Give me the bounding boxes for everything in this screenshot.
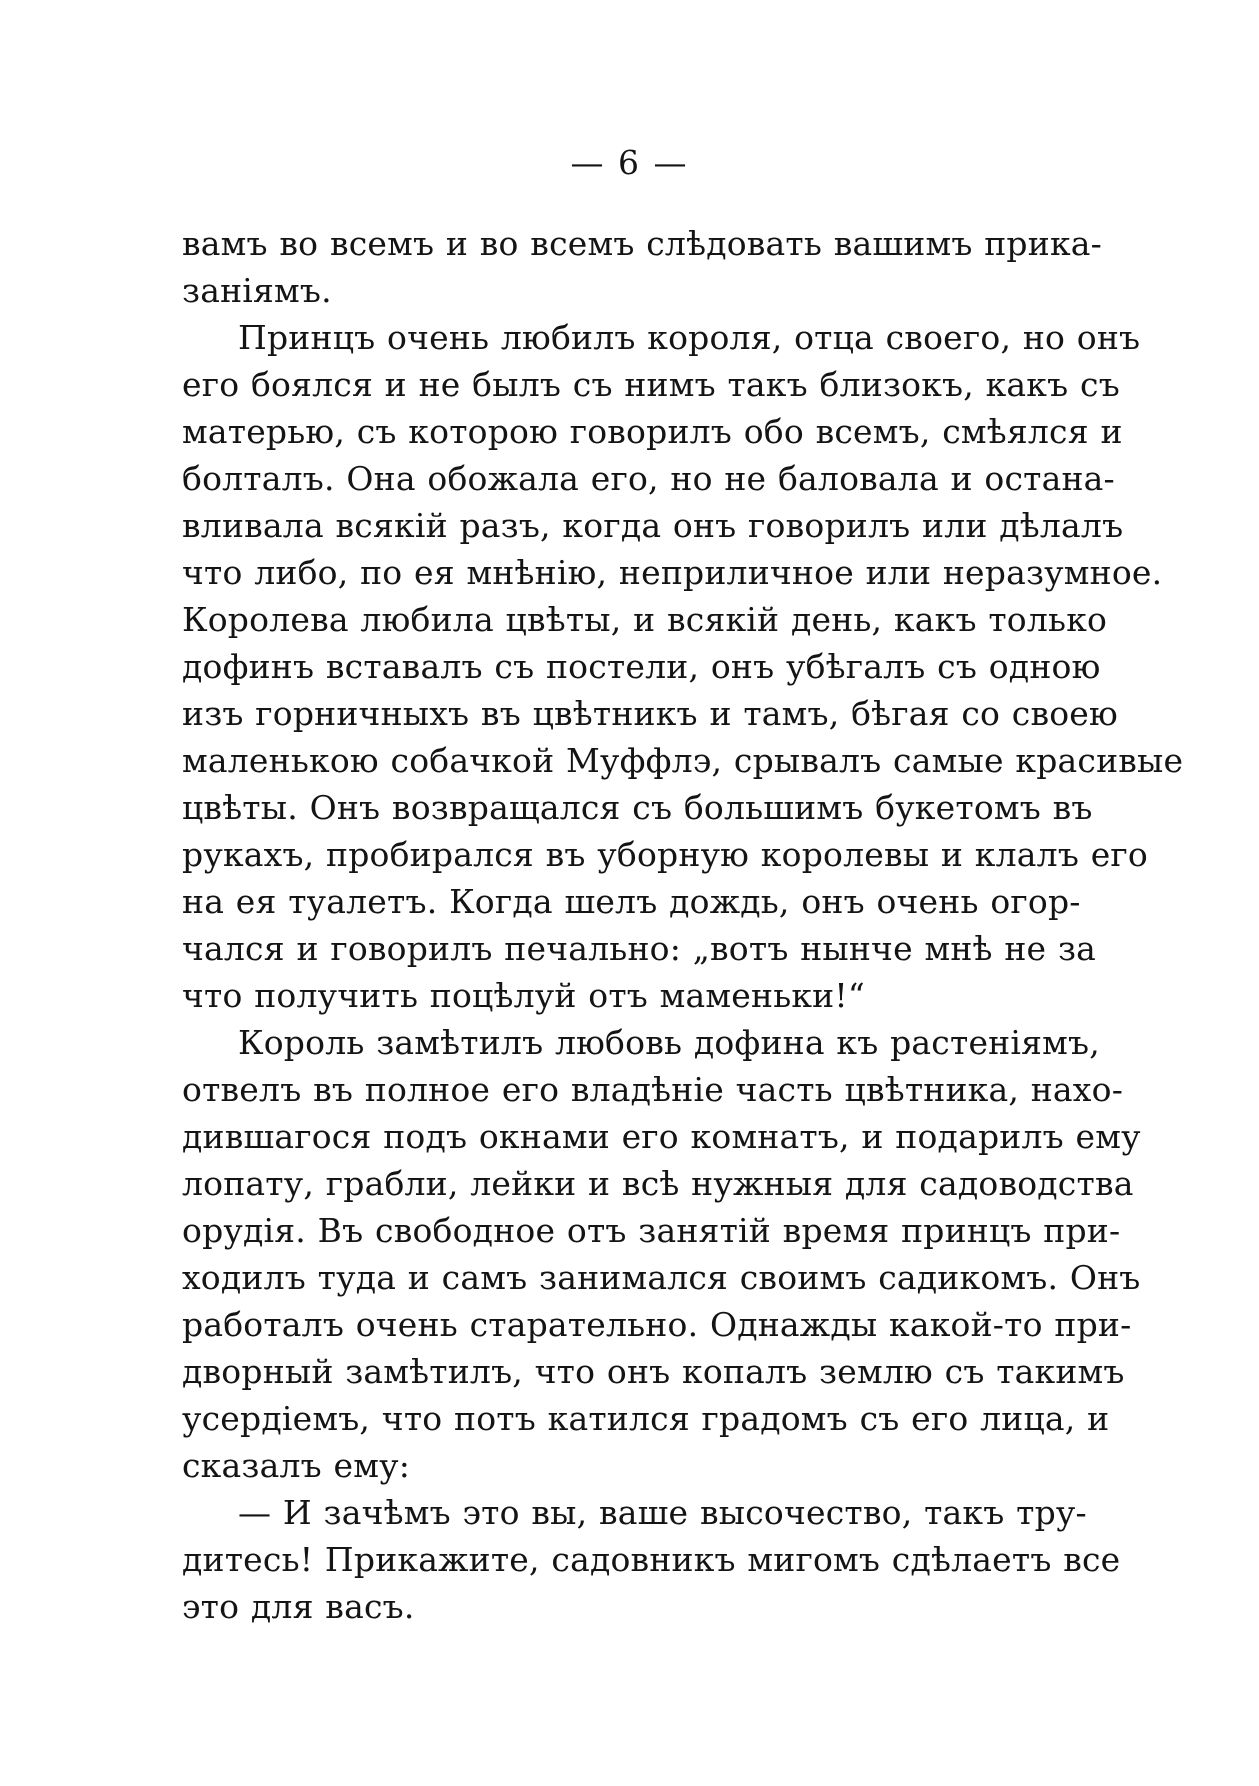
text-line: сказалъ ему: xyxy=(182,1446,411,1485)
text-line: его боялся и не былъ съ нимъ такъ близокъ, какъ съ xyxy=(182,365,1120,404)
text-line: заніямъ. xyxy=(182,271,332,310)
body-text xyxy=(182,220,1184,1630)
text-line: вамъ во всемъ и во всемъ слѣдовать вашимъ прика- xyxy=(182,224,1102,263)
text-line: цвѣты. Онъ возвращался съ большимъ букетомъ въ xyxy=(182,788,1093,827)
text-line: Королева любила цвѣты, и всякій день, какъ только xyxy=(182,600,1108,639)
text-line: орудія. Въ свободное отъ занятій время принцъ при- xyxy=(182,1211,1121,1250)
text-line: что получить поцѣлуй отъ маменьки!“ xyxy=(182,976,865,1015)
text-line: рукахъ, пробирался въ уборную королевы и клалъ его xyxy=(182,835,1148,874)
text-line: болталъ. Она обожала его, но не баловала и остана- xyxy=(182,459,1115,498)
text-line: чался и говорилъ печально: „вотъ нынче мнѣ не за xyxy=(182,929,1097,968)
text-line: это для васъ. xyxy=(182,1587,415,1626)
text-line: дворный замѣтилъ, что онъ копалъ землю съ такимъ xyxy=(182,1352,1125,1391)
text-line: дившагося подъ окнами его комнатъ, и подарилъ ему xyxy=(182,1117,1141,1156)
text-line: лопату, грабли, лейки и всѣ нужныя для садоводства xyxy=(182,1164,1134,1203)
text-line: на ея туалетъ. Когда шелъ дождь, онъ очень огор- xyxy=(182,882,1081,921)
text-line: Принцъ очень любилъ короля, отца своего, но онъ xyxy=(238,318,1141,357)
text-line: матерью, съ которою говорилъ обо всемъ, смѣялся и xyxy=(182,412,1123,451)
text-line: маленькою собачкой Муффлэ, срывалъ самые красивые xyxy=(182,741,1184,780)
text-line: отвелъ въ полное его владѣніе часть цвѣтника, нахо- xyxy=(182,1070,1124,1109)
text-line: дофинъ вставалъ съ постели, онъ убѣгалъ съ одною xyxy=(182,647,1101,686)
text-line: работалъ очень старательно. Однажды какой-то при- xyxy=(182,1305,1132,1344)
text-line: вливала всякій разъ, когда онъ говорилъ или дѣлалъ xyxy=(182,506,1124,545)
page-number: — 6 — xyxy=(570,143,689,182)
text-line: изъ горничныхъ въ цвѣтникъ и тамъ, бѣгая со своею xyxy=(182,694,1118,733)
text-line: — И зачѣмъ это вы, ваше высочество, такъ тру- xyxy=(238,1493,1087,1532)
text-line: усердіемъ, что потъ катился градомъ съ его лица, и xyxy=(182,1399,1110,1438)
text-line: ходилъ туда и самъ занимался своимъ садикомъ. Онъ xyxy=(182,1258,1141,1297)
text-line: дитесь! Прикажите, садовникъ мигомъ сдѣлаетъ все xyxy=(182,1540,1121,1579)
text-line: Король замѣтилъ любовь дофина къ растеніямъ, xyxy=(238,1023,1100,1062)
text-line: что либо, по ея мнѣнію, неприличное или неразумное. xyxy=(182,553,1163,592)
